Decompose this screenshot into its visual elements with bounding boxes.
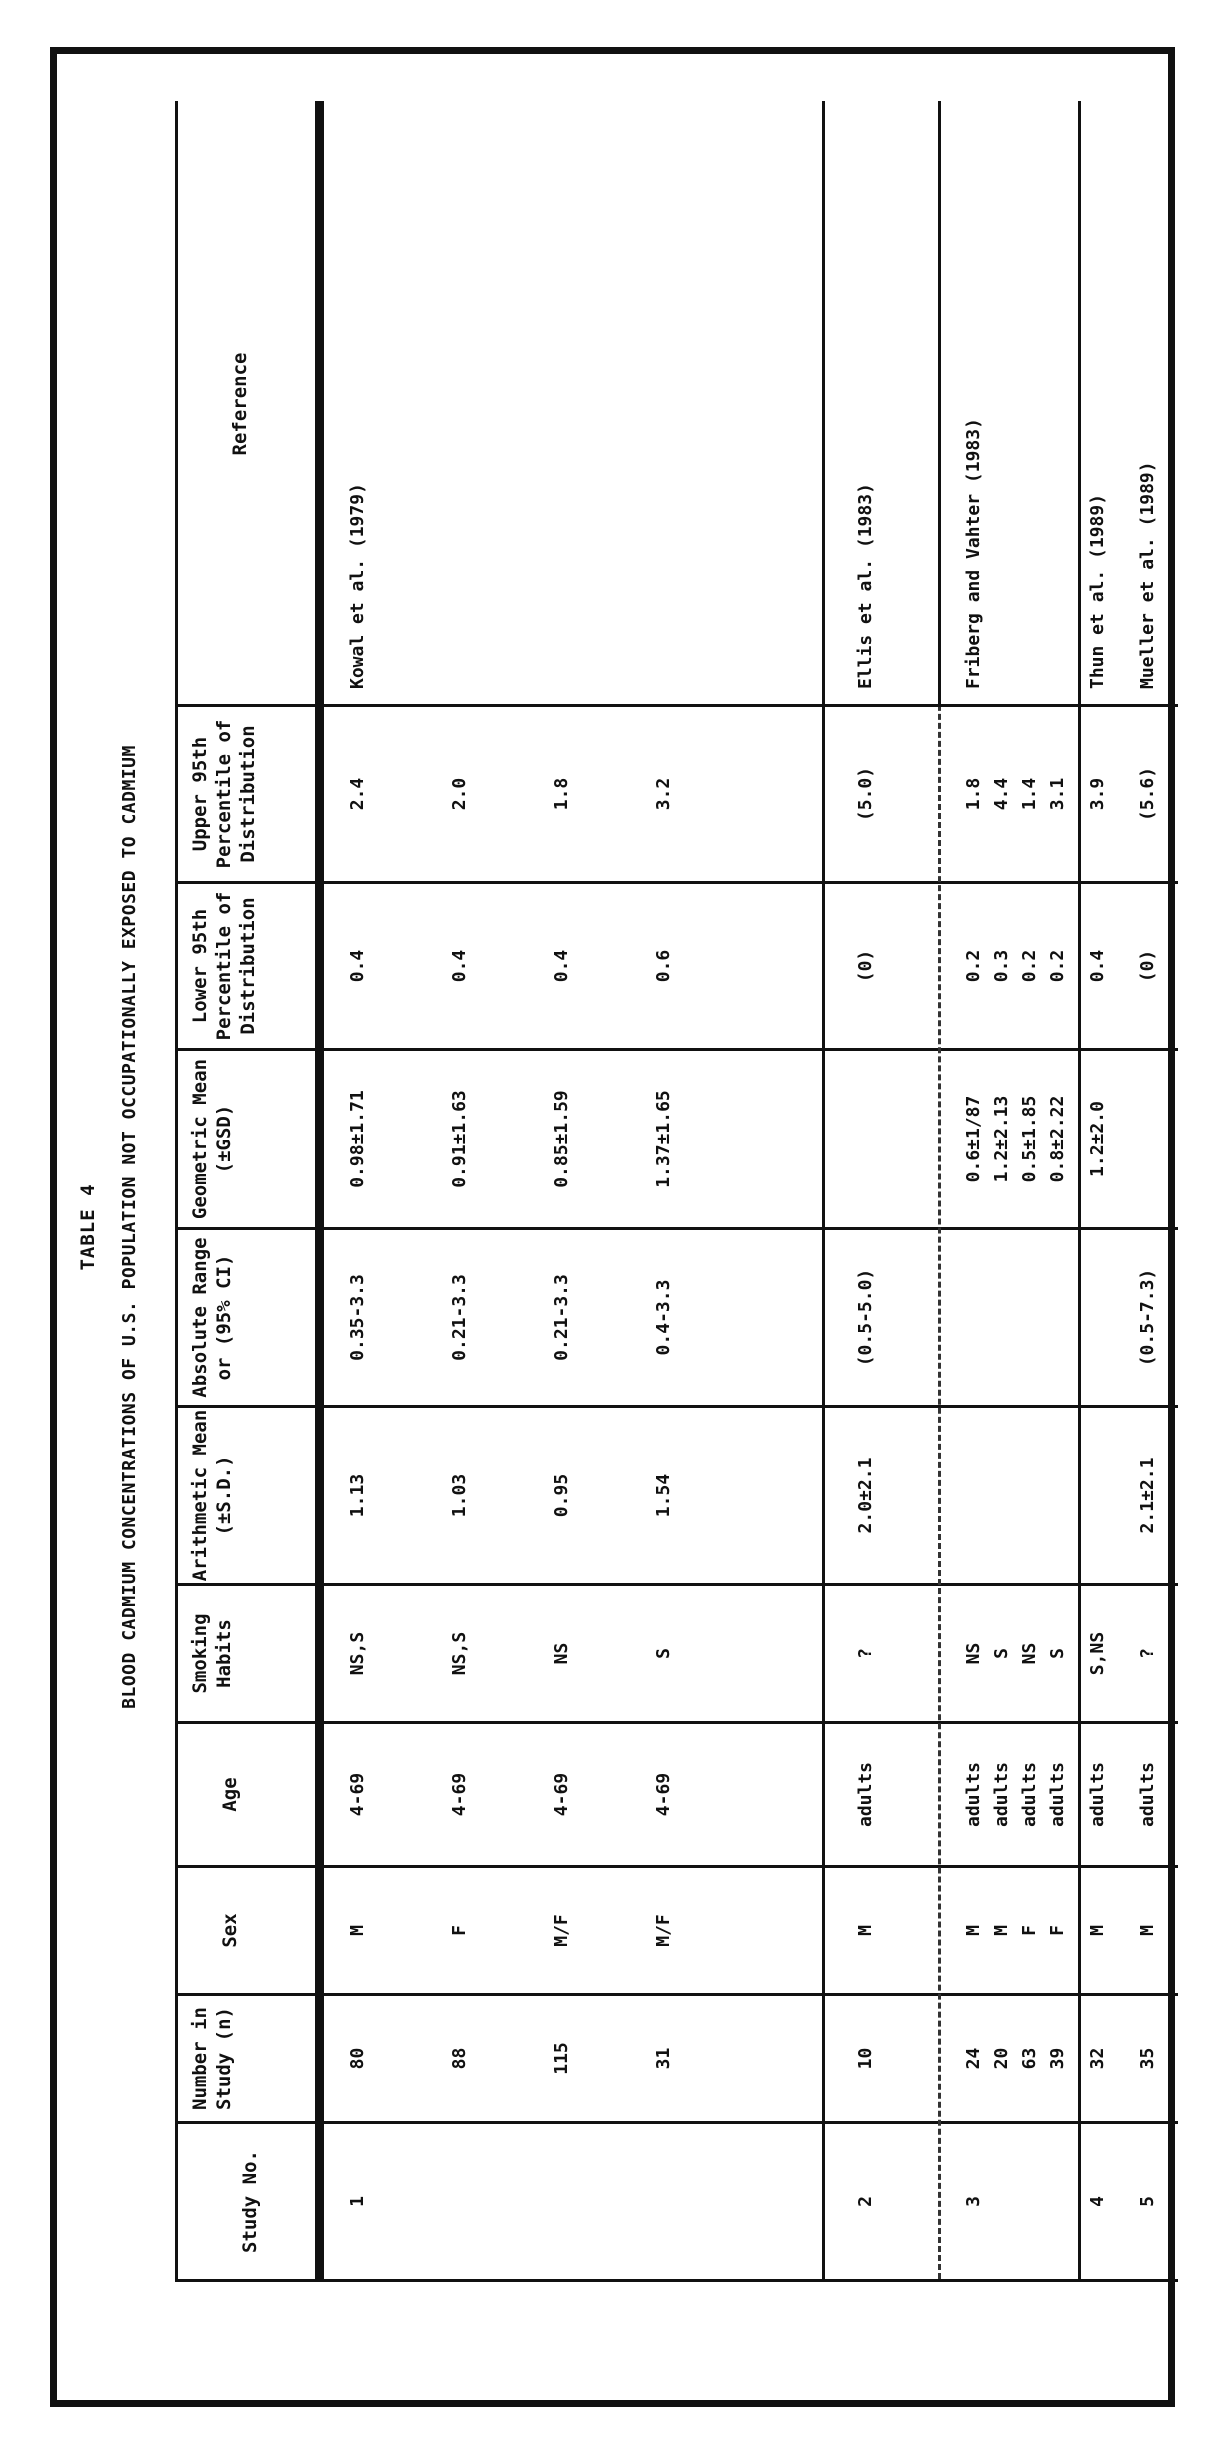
cell-geometric-mean: 1.2±2.13 bbox=[991, 1095, 1012, 1183]
cell-age: 4-69 bbox=[653, 1772, 674, 1817]
cell-lower-95th: 0.2 bbox=[1019, 949, 1040, 983]
cell-study-no: 1 bbox=[347, 2196, 368, 2207]
table-frame bbox=[50, 47, 1175, 2407]
cell-lower-95th: 0.4 bbox=[551, 949, 572, 983]
cell-reference: Thun et al. (1989) bbox=[1087, 493, 1108, 689]
cell-reference: Friberg and Vahter (1983) bbox=[963, 418, 984, 689]
cell-smoking: NS bbox=[551, 1642, 572, 1665]
cell-arithmetic-mean: 1.03 bbox=[449, 1473, 470, 1518]
cell-smoking: NS,S bbox=[347, 1631, 368, 1676]
cell-upper-95th: 1.8 bbox=[551, 777, 572, 811]
cell-smoking: NS bbox=[1019, 1642, 1040, 1665]
cell-sex: M bbox=[963, 1925, 984, 1936]
cell-upper-95th: 3.1 bbox=[1047, 777, 1068, 811]
cell-lower-95th: 0.2 bbox=[1047, 949, 1068, 983]
cell-sex: M/F bbox=[551, 1914, 572, 1947]
cell-age: adults bbox=[1019, 1761, 1040, 1828]
header-smoking: Smoking Habits bbox=[189, 1613, 235, 1694]
cell-age: adults bbox=[1087, 1761, 1108, 1828]
header-upper-95th: Upper 95th Percentile of Distribution bbox=[189, 719, 259, 869]
cell-upper-95th: 2.0 bbox=[449, 777, 470, 811]
cell-upper-95th: 2.4 bbox=[347, 777, 368, 811]
cell-arithmetic-mean: 1.13 bbox=[347, 1473, 368, 1518]
cell-smoking: S bbox=[991, 1648, 1012, 1659]
cell-arithmetic-mean: 1.54 bbox=[653, 1473, 674, 1518]
cell-sex: M bbox=[855, 1925, 876, 1936]
header-age: Age bbox=[219, 1777, 241, 1812]
cell-upper-95th: 4.4 bbox=[991, 777, 1012, 811]
cell-upper-95th: (5.6) bbox=[1137, 766, 1158, 822]
cell-upper-95th: 3.2 bbox=[653, 777, 674, 811]
cell-geometric-mean: 0.85±1.59 bbox=[551, 1090, 572, 1188]
cell-study-no: 4 bbox=[1087, 2196, 1108, 2207]
cell-smoking: S bbox=[653, 1648, 674, 1659]
cell-age: adults bbox=[855, 1761, 876, 1828]
header-geometric-mean: Geometric Mean (±GSD) bbox=[189, 1058, 235, 1220]
cell-number: 10 bbox=[855, 2047, 876, 2070]
cell-number: 35 bbox=[1137, 2047, 1158, 2070]
cell-number: 31 bbox=[653, 2047, 674, 2070]
cell-lower-95th: (0) bbox=[855, 949, 876, 983]
cell-age: adults bbox=[963, 1761, 984, 1828]
cell-lower-95th: 0.2 bbox=[963, 949, 984, 983]
cell-absolute-range: (0.5-7.3) bbox=[1137, 1268, 1158, 1367]
cell-study-no: 2 bbox=[855, 2196, 876, 2207]
cell-number: 24 bbox=[963, 2047, 984, 2070]
cell-upper-95th: (5.0) bbox=[855, 766, 876, 822]
cell-smoking: S bbox=[1047, 1648, 1068, 1659]
header-number-in-study: Number in Study (n) bbox=[189, 2007, 235, 2110]
cell-geometric-mean: 0.98±1.71 bbox=[347, 1090, 368, 1188]
cell-sex: F bbox=[449, 1925, 470, 1936]
cell-number: 63 bbox=[1019, 2047, 1040, 2070]
cell-sex: F bbox=[1019, 1925, 1040, 1936]
cell-upper-95th: 3.9 bbox=[1087, 777, 1108, 811]
cell-geometric-mean: 1.37±1.65 bbox=[653, 1090, 674, 1188]
cell-number: 20 bbox=[991, 2047, 1012, 2070]
table-number: TABLE 4 bbox=[77, 1183, 99, 1271]
cell-age: 4-69 bbox=[449, 1772, 470, 1817]
cell-lower-95th: 0.4 bbox=[347, 949, 368, 983]
cell-number: 88 bbox=[449, 2047, 470, 2070]
header-absolute-range: Absolute Range or (95% CI) bbox=[189, 1237, 235, 1398]
cell-smoking: NS bbox=[963, 1642, 984, 1665]
cell-lower-95th: 0.4 bbox=[1087, 949, 1108, 983]
cell-number: 39 bbox=[1047, 2047, 1068, 2070]
table-title: BLOOD CADMIUM CONCENTRATIONS OF U.S. POPULATION NOT OCCUPATIONALLY EXPOSED TO CADMIUM bbox=[119, 745, 140, 1709]
cell-age: 4-69 bbox=[347, 1772, 368, 1817]
cell-age: adults bbox=[991, 1761, 1012, 1828]
cell-arithmetic-mean: 2.1±2.1 bbox=[1137, 1457, 1158, 1534]
cell-geometric-mean: 1.2±2.0 bbox=[1087, 1101, 1108, 1177]
cell-sex: M/F bbox=[653, 1914, 674, 1947]
cell-lower-95th: 0.3 bbox=[991, 949, 1012, 983]
header-arithmetic-mean: Arithmetic Mean (±S.D.) bbox=[189, 1409, 235, 1582]
cell-geometric-mean: 0.8±2.22 bbox=[1047, 1095, 1068, 1183]
cell-smoking: ? bbox=[1137, 1648, 1158, 1659]
cell-sex: M bbox=[991, 1925, 1012, 1936]
cell-age: adults bbox=[1137, 1761, 1158, 1828]
cell-absolute-range: 0.4-3.3 bbox=[653, 1279, 674, 1356]
cell-upper-95th: 1.4 bbox=[1019, 777, 1040, 811]
cell-absolute-range: 0.21-3.3 bbox=[551, 1274, 572, 1361]
cell-study-no: 5 bbox=[1137, 2196, 1158, 2207]
cell-absolute-range: 0.21-3.3 bbox=[449, 1274, 470, 1361]
cell-geometric-mean: 0.5±1.85 bbox=[1019, 1095, 1040, 1183]
cell-absolute-range: 0.35-3.3 bbox=[347, 1274, 368, 1361]
cell-sex: F bbox=[1047, 1925, 1068, 1936]
cell-arithmetic-mean: 0.95 bbox=[551, 1473, 572, 1518]
cell-lower-95th: 0.4 bbox=[449, 949, 470, 983]
cell-number: 32 bbox=[1087, 2047, 1108, 2070]
cell-arithmetic-mean: 2.0±2.1 bbox=[855, 1457, 876, 1534]
cell-number: 115 bbox=[551, 2042, 572, 2075]
cell-upper-95th: 1.8 bbox=[963, 777, 984, 811]
cadmium-table bbox=[175, 101, 1178, 2282]
cell-absolute-range: (0.5-5.0) bbox=[855, 1268, 876, 1367]
header-lower-95th: Lower 95th Percentile of Distribution bbox=[189, 891, 259, 1041]
cell-lower-95th: (0) bbox=[1137, 949, 1158, 983]
header-reference: Reference bbox=[229, 352, 251, 456]
cell-smoking: ? bbox=[855, 1648, 876, 1659]
cell-geometric-mean: 0.6±1/87 bbox=[963, 1095, 984, 1183]
cell-smoking: NS,S bbox=[449, 1631, 470, 1676]
cell-sex: M bbox=[1087, 1925, 1108, 1936]
cell-reference: Ellis et al. (1983) bbox=[855, 483, 876, 689]
cell-age: 4-69 bbox=[551, 1772, 572, 1817]
cell-reference: Mueller et al. (1989) bbox=[1137, 461, 1158, 689]
cell-lower-95th: 0.6 bbox=[653, 949, 674, 983]
header-study-no: Study No. bbox=[239, 2150, 261, 2253]
cell-smoking: S,NS bbox=[1087, 1631, 1108, 1676]
cell-study-no: 3 bbox=[963, 2196, 984, 2207]
cell-number: 80 bbox=[347, 2047, 368, 2070]
cell-geometric-mean: 0.91±1.63 bbox=[449, 1090, 470, 1188]
cell-age: adults bbox=[1047, 1761, 1068, 1828]
cell-sex: M bbox=[347, 1925, 368, 1936]
cell-sex: M bbox=[1137, 1925, 1158, 1936]
cell-reference: Kowal et al. (1979) bbox=[347, 483, 368, 689]
header-sex: Sex bbox=[219, 1913, 241, 1948]
